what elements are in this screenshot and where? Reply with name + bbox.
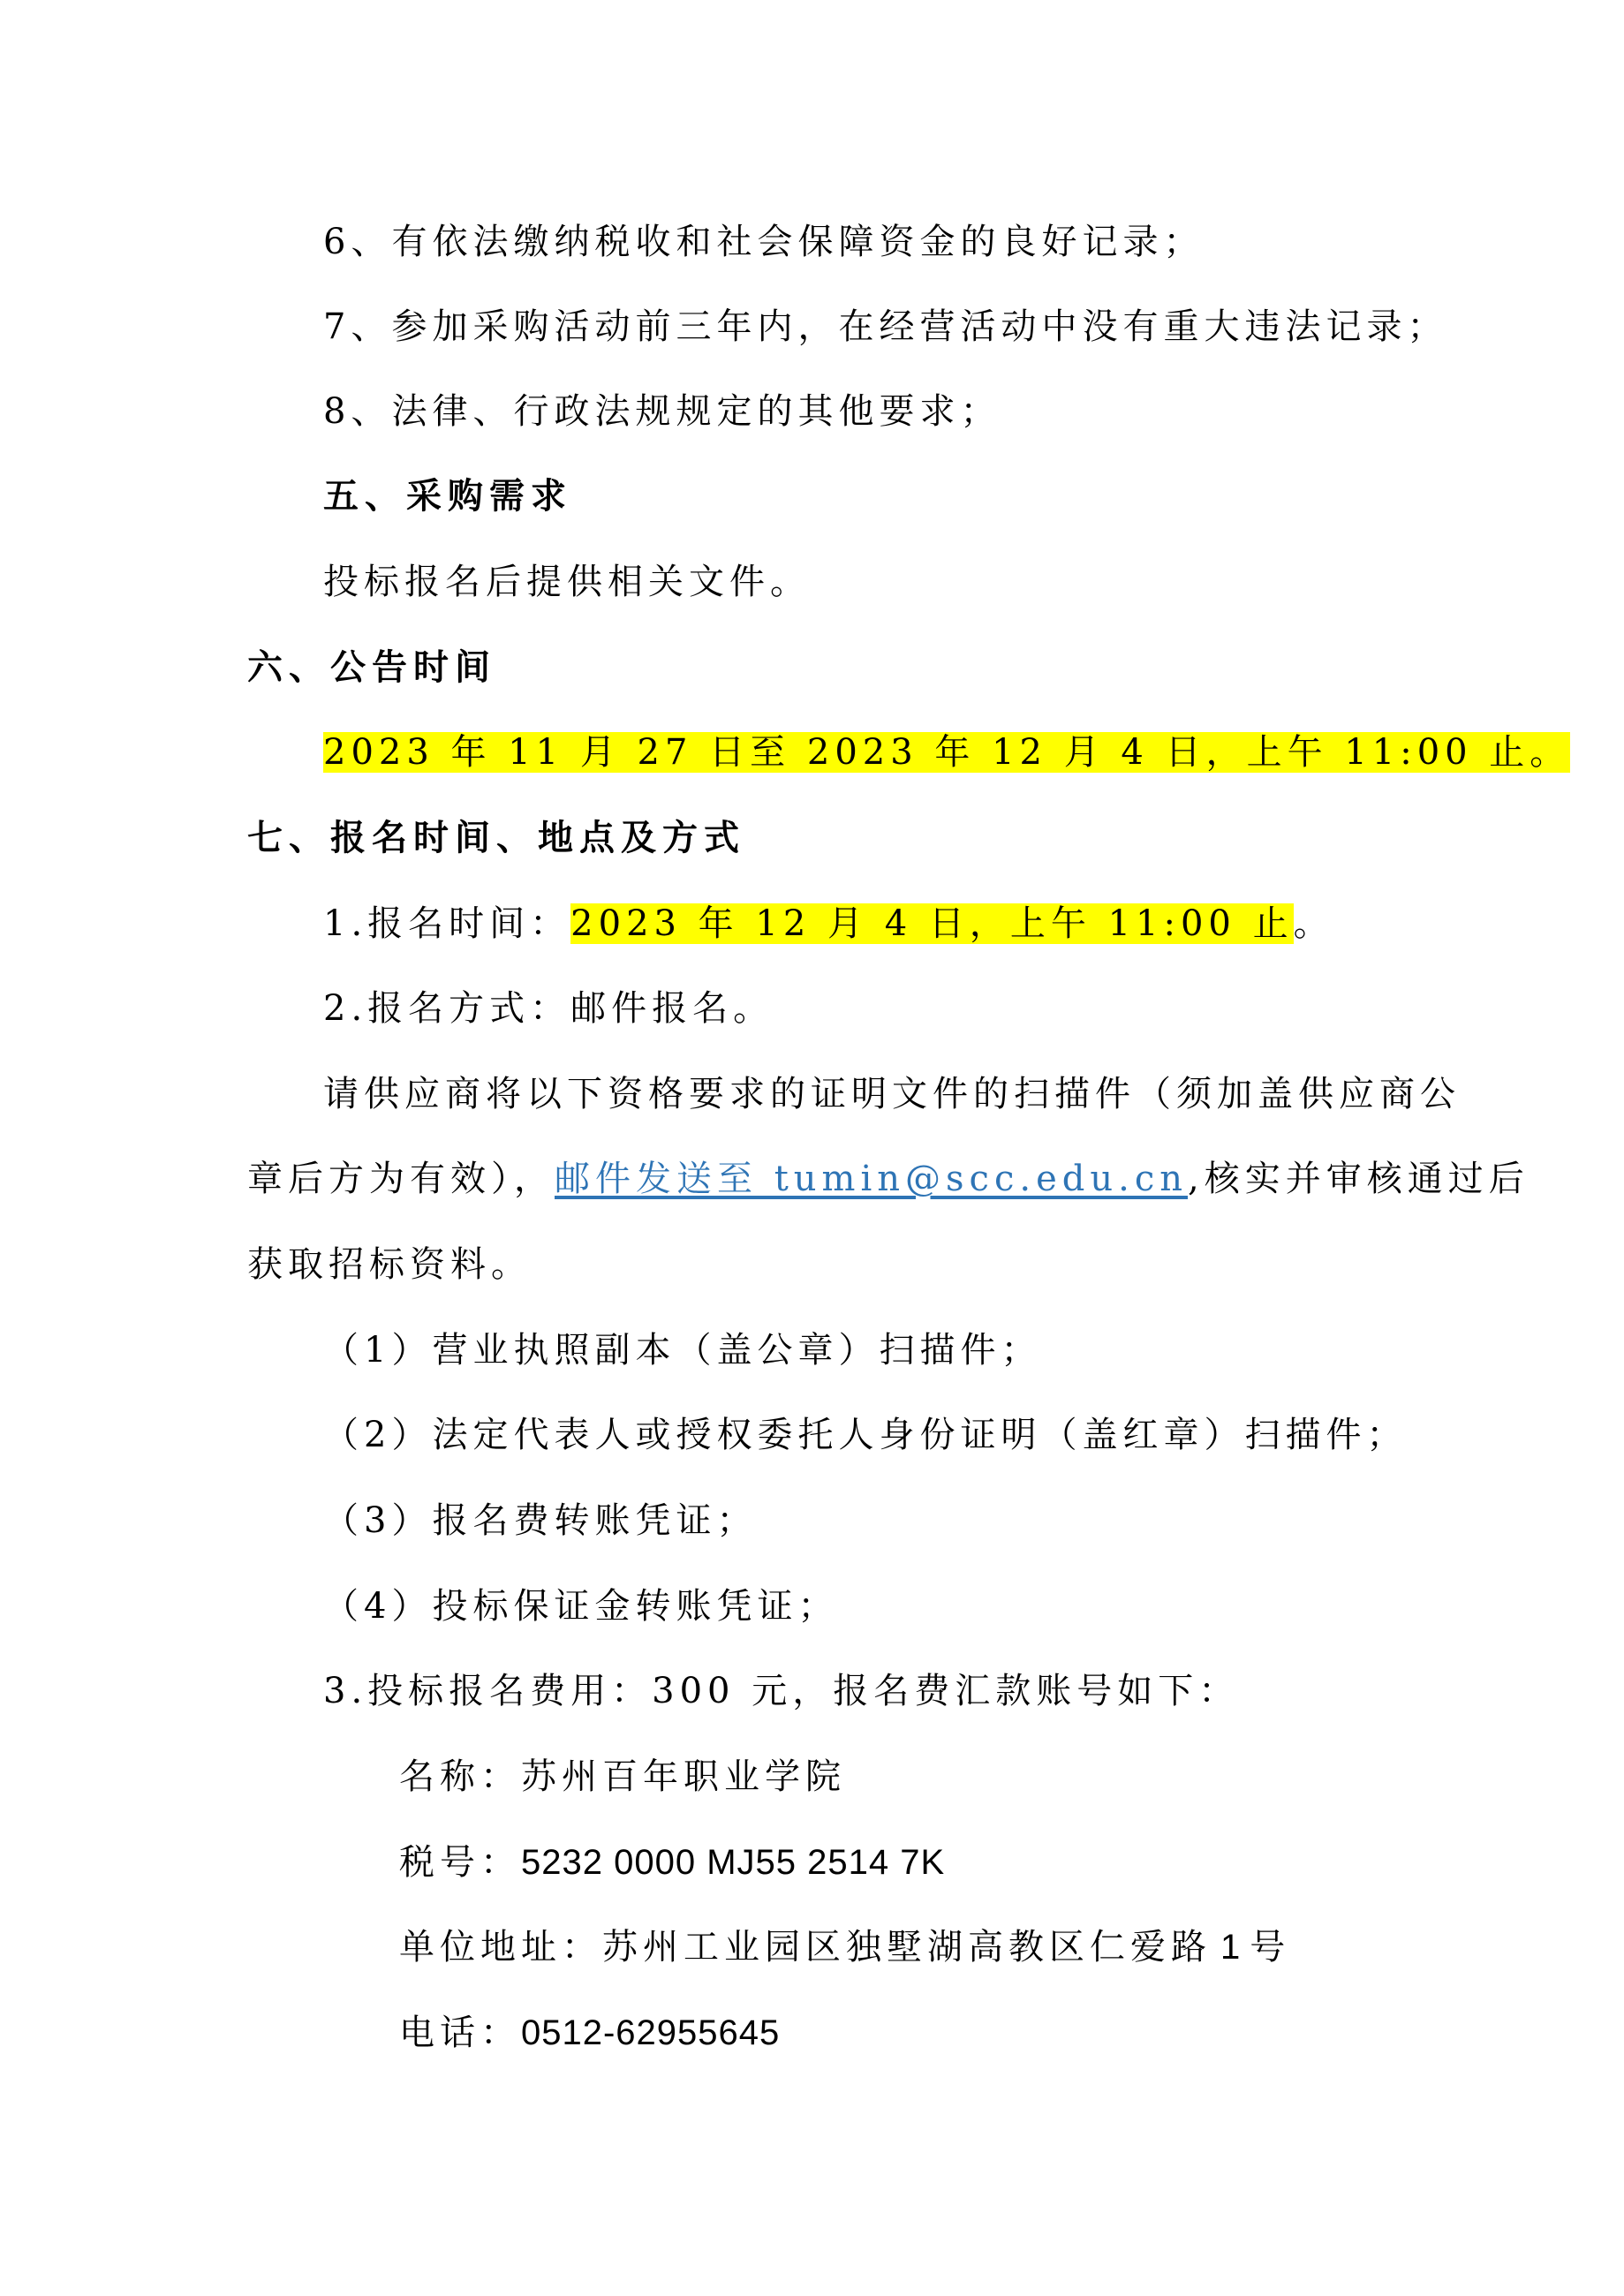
unit-address: [399, 1922, 1290, 1973]
unit-address-prefix: 单位地址：苏州工业园区独墅湖高教区仁爱路: [399, 1927, 1212, 1967]
announcement-period-highlight: 2023 年 11 月 27 日至 2023 年 12 月 4 日，上午 11:00 止。: [323, 732, 1571, 773]
instruction-line-1: 请供应商将以下资格要求的证明文件的扫描件（须加盖供应商公: [323, 1074, 1461, 1114]
phone-number-label: 电话：: [399, 2013, 521, 2053]
account-name: 名称：苏州百年职业学院: [399, 1756, 846, 1797]
section-5-heading: 五、采购需求: [323, 475, 572, 517]
instruction-line-3: 获取招标资料。: [247, 1244, 532, 1285]
registration-fee: 3.投标报名费用：300 元，报名费汇款账号如下：: [323, 1671, 1240, 1711]
registration-time-label: 1.报名时间：: [323, 903, 571, 944]
section-7-heading: 七、报名时间、地点及方式: [247, 817, 745, 858]
list-item-4: （4）投标保证金转账凭证；: [323, 1586, 839, 1627]
requirement-6: 6、有依法缴纳税收和社会保障资金的良好记录；: [323, 222, 1205, 262]
registration-time-suffix: 。: [1293, 903, 1334, 944]
instruction-line-2-prefix: 章后方为有效），: [247, 1159, 555, 1199]
registration-time-highlight: 2023 年 12 月 4 日，上午 11:00 止: [570, 903, 1294, 944]
list-item-1: （1）营业执照副本（盖公章）扫描件；: [323, 1330, 1042, 1371]
phone-number: [399, 2007, 780, 2058]
unit-address-number: 1: [1220, 1928, 1242, 1967]
list-item-2: （2）法定代表人或授权委托人身份证明（盖红章）扫描件；: [323, 1415, 1408, 1455]
requirement-8: 8、法律、行政法规规定的其他要求；: [323, 391, 1001, 432]
tax-number: [399, 1837, 945, 1888]
tax-number-label: 税号：: [399, 1842, 521, 1883]
instruction-line-2-suffix: ,核实并审核通过后: [1188, 1159, 1530, 1199]
registration-time: [323, 898, 1334, 949]
requirement-7: 7、参加采购活动前三年内，在经营活动中没有重大违法记录；: [323, 306, 1448, 347]
section-5-body: 投标报名后提供相关文件。: [323, 562, 811, 602]
list-item-3: （3）报名费转账凭证；: [323, 1500, 758, 1541]
unit-address-suffix: 号: [1250, 1927, 1291, 1967]
tax-number-value: 5232 0000 MJ55 2514 7K: [521, 1843, 946, 1882]
instruction-line-2: [247, 1153, 1530, 1205]
email-link[interactable]: 邮件发送至 tumin@scc.edu.cn: [555, 1159, 1188, 1199]
registration-method: 2.报名方式：邮件报名。: [323, 988, 774, 1029]
phone-number-value: 0512-62955645: [521, 2013, 781, 2052]
announcement-period: [323, 727, 1570, 778]
section-6-heading: 六、公告时间: [247, 646, 496, 688]
